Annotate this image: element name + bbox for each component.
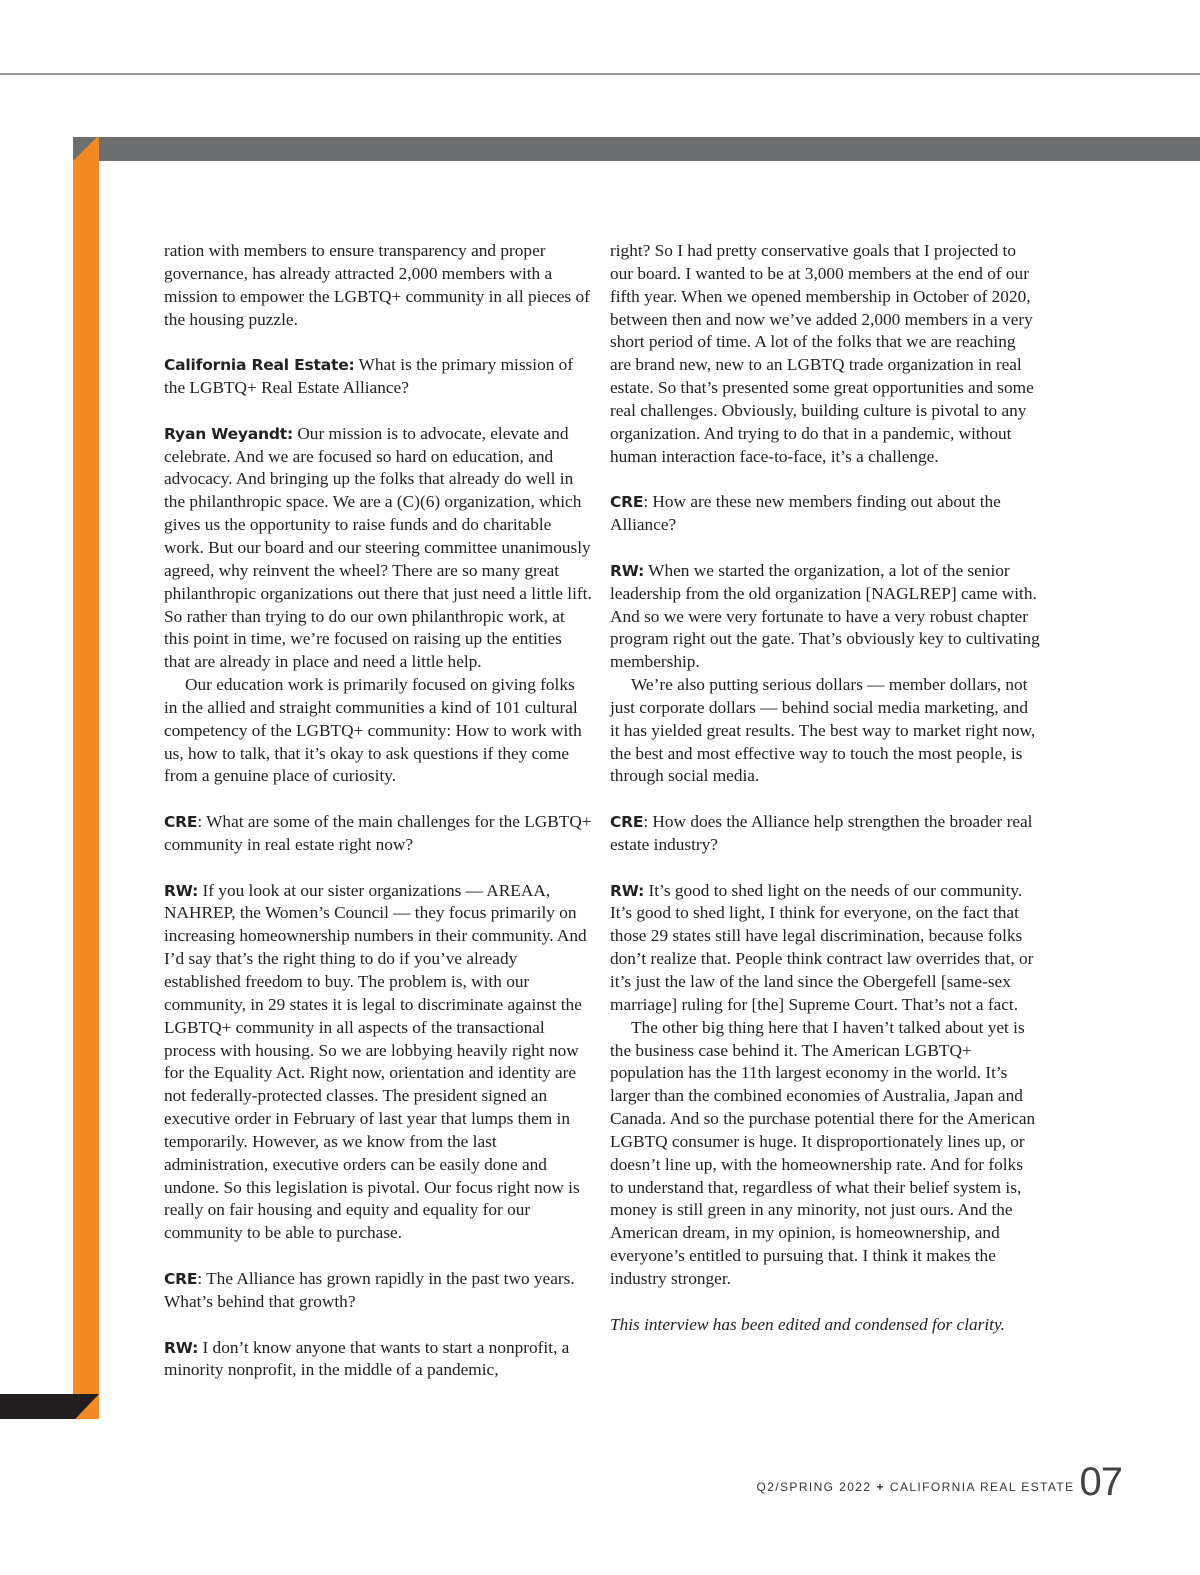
paragraph: RW: If you look at our sister organizations — AREAA, NAHREP, the Women’s Council — they focus primarily on increasing homeownership numbers in their community. And I’d say that’s the right thing to do if you’ve already established freedom to buy. The problem is, with our community, in 29 states it is legal to discriminate against the LGBTQ+ community in all aspects of the transactional process with housing. So we are lobbying heavily right now for the Equality Act. Right now, orientation and identity are not federally-protected classes. The president signed an executive order in February of last year that lumps them in temporarily. However, as we know from the last administration, executive orders can be easily done and undone. So this legislation is pivotal. Our focus right now is really on fair housing and equity and equality for our community to be able to purchase. <box>164 880 587 1243</box>
orange-accent-bar <box>73 137 99 1419</box>
speaker-label: California Real Estate: <box>164 356 355 375</box>
page-footer <box>756 1462 1122 1502</box>
paragraph: RW: It’s good to shed light on the needs of our community. It’s good to shed light, I think for everyone, on the fact that those 29 states still have legal discrimination, because folks don’t realize that. People think contract law overrides that, or it’s just the law of the land since the Obergefell [same-sex marriage] ruling for [the] Supreme Court. That’s not a fact. <box>610 880 1034 1014</box>
paragraph: CRE: What are some of the main challenges for the LGBTQ+ community in real estate right now? <box>164 812 592 854</box>
speaker-label: RW: <box>610 881 645 900</box>
paragraph: California Real Estate: What is the primary mission of the LGBTQ+ Real Estate Alliance? <box>164 355 574 398</box>
speaker-label: RW: <box>164 1338 199 1357</box>
paragraph: Ryan Weyandt: Our mission is to advocate, elevate and celebrate. And we are focused so hard on education, and advocacy. And bringing up the folks that already do well in the philanthropic space. We are a (C)(6) organization, which gives us the opportunity to raise funds and do charitable work. But our board and our steering committee unanimously agreed, why reinvent the wheel? There are so many great philanthropic organizations out there that just need a little lift. So rather than trying to do our own philanthropic work, at this point in time, we’re focused on raising up the entities that are already in place and need a little help. <box>164 423 592 672</box>
paragraph: CRE: The Alliance has grown rapidly in the past two years. What’s behind that growth? <box>164 1268 575 1311</box>
paragraph: right? So I had pretty conservative goals that I projected to our board. I wanted to be at 3,000 members at the end of our fifth year. When we opened membership in October of 2020, between then and now we’ve added 2,000 members in a very short period of time. A lot of the folks that we are reaching are brand new, new to an LGBTQ trade organization in real estate. So that’s presented some great opportunities and some real challenges. Obviously, building culture is pivotal to any organization. And trying to do that in a pandemic, without human interaction face-to-face, it’s a challenge. <box>610 241 1034 466</box>
paragraph: RW: When we started the organization, a lot of the senior leadership from the old organization [NAGLREP] came with. And so we were very fortunate to have a very robust chapter program right out the gate. That’s obviously key to cultivating membership. <box>610 560 1040 672</box>
right-column <box>610 240 1040 1337</box>
plus-separator: + <box>876 1480 885 1494</box>
paragraph: CRE: How are these new members finding out about the Alliance? <box>610 492 1001 535</box>
speaker-label: Ryan Weyandt: <box>164 424 293 443</box>
footer-magazine: CALIFORNIA REAL ESTATE <box>889 1480 1075 1494</box>
paragraph: RW: I don’t know anyone that wants to start a nonprofit, a minority nonprofit, in the middle of a pandemic, <box>164 1337 570 1380</box>
paragraph: CRE: How does the Alliance help strengthen the broader real estate industry? <box>610 812 1033 854</box>
paragraph: ration with members to ensure transparency and proper governance, has already attracted 2,000 members with a mission to empower the LGBTQ+ community in all pieces of the housing puzzle. <box>164 241 590 329</box>
speaker-label: CRE <box>164 813 198 832</box>
bevel-corner <box>73 137 97 161</box>
speaker-label: CRE <box>164 1269 198 1288</box>
speaker-label: RW: <box>610 561 645 580</box>
speaker-label: CRE <box>610 813 644 832</box>
speaker-label: RW: <box>164 881 199 900</box>
paragraph: The other big thing here that I haven’t talked about yet is the business case behind it. The American LGBTQ+ population has the 11th largest economy in the world. It’s larger than the combined economies of Australia, Japan and Canada. And so the purchase potential there for the American LGBTQ consumer is huge. It disproportionately lines up, or doesn’t line up, with the homeownership rate. And for folks to understand that, regardless of what their belief system is, money is still green in any minority, not just ours. And the American dream, in my opinion, is homeownership, and everyone’s entitled to pursuing that. I think it makes the industry stronger. <box>610 1017 1036 1288</box>
left-column <box>164 240 592 1382</box>
header-band <box>73 137 1200 161</box>
paragraph: Our education work is primarily focused on giving folks in the allied and straight communities a kind of 101 cultural competency of the LGBTQ+ community: How to work with us, how to talk, that it’s okay to ask questions if they come from a genuine place of curiosity. <box>164 675 582 786</box>
top-rule <box>0 73 1200 75</box>
paragraph: We’re also putting serious dollars — member dollars, not just corporate dollars — behind social media marketing, and it has yielded great results. The best way to market right now, the best and most effective way to touch the most people, is through social media. <box>610 675 1036 786</box>
speaker-label: CRE <box>610 493 644 512</box>
footer-issue: Q2/SPRING 2022 + CALIFORNIA REAL ESTATE <box>756 1480 1075 1494</box>
editor-note: This interview has been edited and condensed for clarity. <box>610 1314 1006 1334</box>
page-number: 07 <box>1079 1460 1122 1504</box>
